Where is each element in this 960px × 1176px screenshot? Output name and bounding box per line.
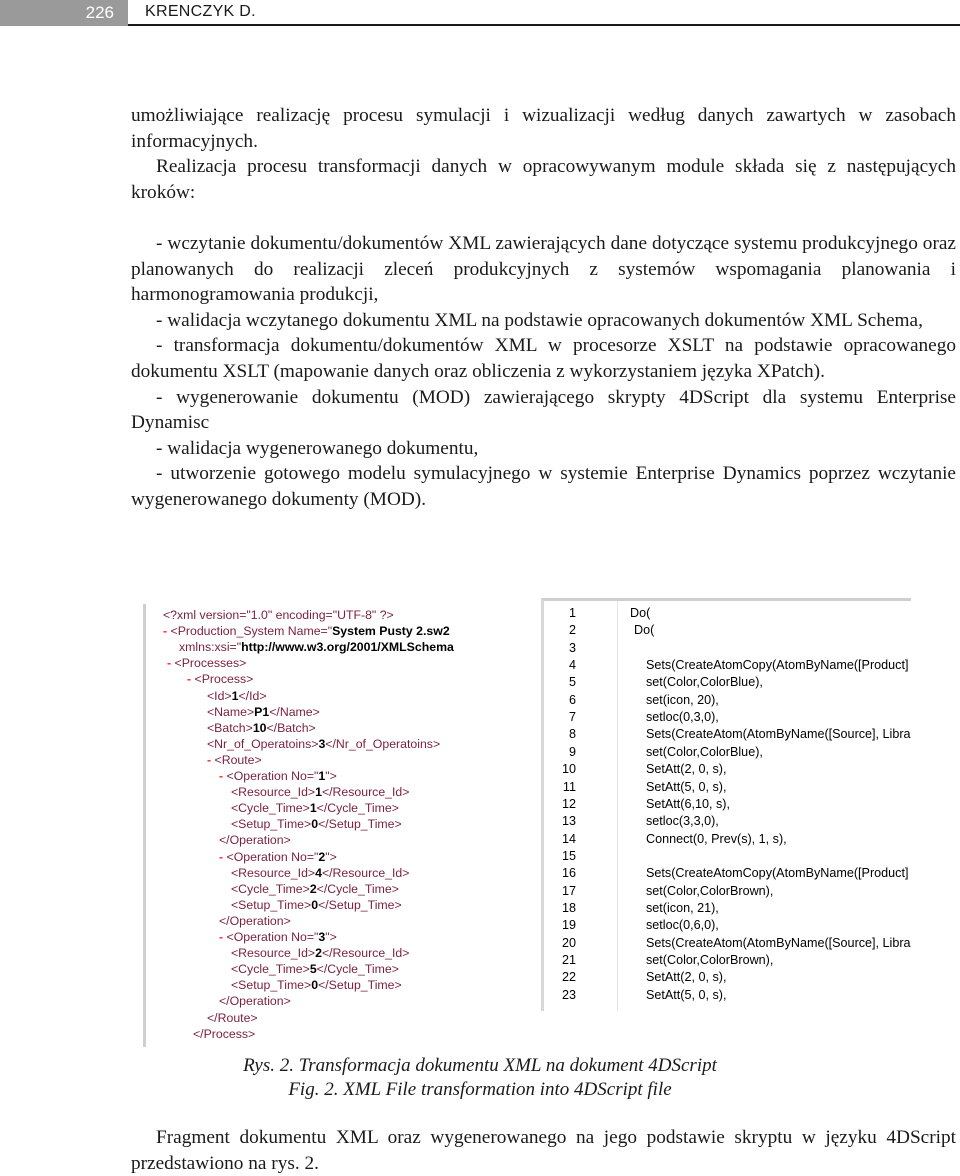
code-line: set(Color,ColorBlue), — [646, 675, 763, 690]
xml-value: http://www.w3.org/2001/XMLSchema — [241, 640, 454, 655]
xml-line — [219, 832, 291, 848]
line-number: 13 — [561, 814, 576, 829]
xml-tag: <Batch> — [207, 720, 253, 735]
code-line: Connect(0, Prev(s), 1, s), — [646, 831, 787, 846]
xml-line — [231, 816, 402, 832]
xml-line — [219, 993, 291, 1009]
collapse-toggle[interactable]: - — [207, 752, 215, 767]
collapse-toggle[interactable]: - — [163, 624, 171, 639]
xml-tag: <Nr_of_Operatoins> — [207, 736, 319, 751]
xml-document-view — [143, 604, 486, 1047]
xml-tag: "> — [325, 930, 337, 944]
code-line: set(Color,ColorBlue), — [646, 744, 763, 759]
xml-tag: </Resource_Id> — [321, 946, 410, 961]
xml-tag: </Cycle_Time> — [316, 962, 399, 977]
xml-line — [219, 913, 291, 929]
step-item: - transformacja dokumentu/dokumentów XML w procesorze XSLT na podstawie opracowanego dokumentu XSLT (mapowanie danych oraz obliczenia z wykorzystaniem języka XPatch). — [131, 335, 956, 382]
xml-tag: <?xml version="1.0" encoding="UTF-8" ?> — [163, 608, 394, 622]
collapse-toggle[interactable]: - — [219, 930, 227, 944]
xml-tag: <Processes> — [174, 656, 247, 671]
xml-tag: </Route> — [207, 1010, 258, 1025]
line-number: 17 — [561, 883, 576, 898]
xml-line — [207, 704, 320, 720]
line-number: 3 — [568, 640, 576, 655]
step-item: - wygenerowanie dokumentu (MOD) zawierającego skrypty 4DScript dla systemu Enterprise Dynamisc — [131, 386, 956, 434]
xml-tag: </Id> — [238, 688, 267, 703]
xml-value: 1 — [318, 769, 326, 783]
line-number: 14 — [561, 831, 576, 846]
code-line: Sets(CreateAtom(AtomByName([Source], Libra — [646, 935, 911, 950]
xml-line — [231, 784, 409, 800]
figure-caption-pl: Rys. 2. Transformacja dokumentu XML na dokument 4DScript — [243, 1055, 717, 1076]
line-number: 21 — [561, 953, 576, 967]
line-number: 15 — [561, 848, 576, 863]
line-number: 10 — [561, 762, 576, 777]
code-line: SetAtt(5, 0, s), — [646, 779, 727, 794]
line-number: 9 — [568, 744, 576, 759]
xml-tag: "> — [325, 849, 337, 864]
xml-value: 2 — [309, 881, 317, 896]
xml-tag: <Process> — [194, 672, 254, 687]
xml-line — [231, 945, 409, 961]
xml-value: 2 — [315, 946, 322, 961]
xml-line — [193, 1026, 255, 1042]
xml-value: System Pusty 2.sw2 — [332, 624, 450, 639]
xml-value: 0 — [311, 817, 319, 832]
code-line: set(Color,ColorBrown), — [646, 883, 774, 898]
xml-tag: "> — [325, 769, 337, 783]
closing-block — [131, 1125, 956, 1176]
code-line: Do( — [630, 606, 651, 620]
code-line: SetAtt(2, 0, s), — [646, 762, 727, 777]
xml-tag: </Setup_Time> — [318, 817, 402, 832]
xml-tag: <Id> — [207, 688, 232, 703]
header-rule — [128, 24, 960, 26]
xml-tag: <Name> — [207, 704, 255, 719]
xml-value: 2 — [318, 849, 326, 864]
xml-value: 1 — [315, 785, 322, 800]
xml-value: 1 — [309, 801, 317, 816]
xml-value: 0 — [311, 897, 319, 912]
xml-line — [163, 623, 450, 639]
xml-tag: <Cycle_Time> — [231, 881, 310, 896]
xml-line — [207, 736, 440, 752]
xml-tag: </Setup_Time> — [318, 897, 402, 912]
line-number: 6 — [568, 692, 576, 707]
xml-value: 10 — [252, 720, 267, 735]
xml-value: P1 — [254, 704, 270, 719]
code-line: Sets(CreateAtomCopy(AtomByName([Product] — [646, 866, 909, 881]
xml-line — [207, 720, 316, 736]
xml-value: 3 — [318, 930, 326, 944]
xml-line — [207, 752, 262, 768]
xml-tag: </Operation> — [219, 994, 291, 1009]
xml-tag: <Setup_Time> — [231, 897, 312, 912]
step-item: - walidacja wygenerowanego dokumentu, — [156, 437, 479, 459]
line-number: 16 — [561, 866, 576, 881]
paragraph-steps-intro: Realizacja procesu transformacji danych w opracowywanym module składa się z następujących kroków: — [131, 156, 956, 203]
xml-tag: </Name> — [269, 704, 320, 719]
line-number: 5 — [568, 675, 576, 690]
collapse-toggle[interactable]: - — [187, 672, 195, 687]
xml-line — [167, 655, 246, 671]
page-number: 226 — [0, 0, 128, 26]
xml-tag: </Cycle_Time> — [316, 881, 399, 896]
code-line: setloc(0,3,0), — [646, 710, 719, 725]
xml-line — [219, 929, 337, 945]
line-number: 12 — [561, 796, 576, 811]
code-line: set(icon, 21), — [646, 900, 719, 915]
line-number: 11 — [562, 779, 576, 794]
xml-tag: <Operation No=" — [226, 769, 319, 783]
figure-caption-en: Fig. 2. XML File transformation into 4DScript file — [288, 1079, 672, 1100]
collapse-toggle[interactable]: - — [167, 656, 175, 671]
xml-tag: <Resource_Id> — [231, 785, 316, 800]
xml-tag: </Resource_Id> — [321, 865, 410, 880]
xml-tag: </Setup_Time> — [318, 978, 402, 993]
xml-line — [187, 671, 253, 687]
code-line: SetAtt(5, 0, s), — [646, 987, 727, 1002]
xml-value: 4 — [315, 865, 322, 880]
xml-value: 5 — [309, 962, 317, 977]
xml-tag: </Batch> — [266, 720, 316, 735]
xml-tag: </Resource_Id> — [321, 785, 410, 800]
code-line: setloc(0,6,0), — [646, 918, 719, 933]
xml-tag: <Setup_Time> — [231, 978, 312, 993]
code-line: Sets(CreateAtomCopy(AtomByName([Product] — [646, 658, 909, 673]
xml-tag: <Production_System Name=" — [170, 624, 333, 639]
line-number: 1 — [568, 606, 576, 620]
code-line: SetAtt(2, 0, s), — [646, 970, 727, 985]
code-line: setloc(3,3,0), — [646, 814, 719, 829]
xml-tag: <Operation No=" — [226, 849, 319, 864]
xml-line — [163, 607, 394, 623]
xml-line — [231, 865, 409, 881]
xml-tag: </Cycle_Time> — [316, 801, 399, 816]
xml-tag: <Route> — [214, 752, 262, 767]
steps-list — [131, 231, 956, 513]
xml-line — [207, 1010, 258, 1026]
line-number: 18 — [561, 900, 576, 915]
line-number: 23 — [561, 987, 576, 1002]
xml-tag: <Setup_Time> — [231, 817, 312, 832]
xml-line — [219, 768, 337, 784]
xml-tag: xmlns:xsi=" — [179, 640, 242, 655]
code-line: SetAtt(6,10, s), — [646, 796, 730, 811]
code-line: set(Color,ColorBrown), — [646, 953, 774, 967]
xml-tag: <Cycle_Time> — [231, 962, 310, 977]
4dscript-editor-view — [541, 598, 911, 1011]
line-number-gutter — [544, 601, 619, 1011]
xml-line — [231, 977, 402, 993]
xml-line — [231, 881, 399, 897]
line-number: 4 — [568, 658, 576, 673]
xml-line — [207, 688, 267, 704]
xml-tag: <Cycle_Time> — [231, 801, 310, 816]
xml-value: 0 — [311, 978, 319, 993]
xml-tag: </Nr_of_Operatoins> — [325, 736, 441, 751]
xml-tag: <Resource_Id> — [231, 946, 316, 961]
xml-tag: </Operation> — [219, 833, 291, 848]
collapse-toggle[interactable]: - — [219, 849, 227, 864]
paragraph-closing: Fragment dokumentu XML oraz wygenerowanego na jego podstawie skryptu w języku 4DScript przedstawiono na rys. 2. — [131, 1127, 956, 1174]
line-number: 20 — [561, 935, 576, 950]
xml-line — [179, 639, 454, 655]
xml-line — [231, 800, 399, 816]
xml-line — [231, 897, 402, 913]
running-header-author: KRENCZYK D. — [145, 3, 256, 20]
xml-tag: <Operation No=" — [226, 930, 319, 944]
xml-line — [231, 961, 399, 977]
paragraph-intro: umożliwiające realizację procesu symulacji i wizualizacji według danych zawartych w zasobach informacyjnych. — [131, 105, 956, 152]
intro-block — [131, 103, 956, 205]
xml-value: 1 — [231, 688, 239, 703]
step-item: - utworzenie gotowego modelu symulacyjnego w systemie Enterprise Dynamics poprzez wczytanie wygenerowanego dokumenty (MOD). — [131, 463, 956, 510]
code-line: Do( — [634, 623, 655, 638]
code-line: set(icon, 20), — [646, 692, 719, 707]
xml-tag: </Process> — [193, 1026, 256, 1041]
line-number: 19 — [561, 918, 576, 933]
line-number: 7 — [568, 710, 576, 725]
xml-tag: </Operation> — [219, 913, 291, 928]
line-number: 8 — [568, 727, 576, 742]
line-number: 22 — [561, 970, 576, 985]
line-number: 2 — [568, 623, 576, 638]
xml-tag: <Resource_Id> — [231, 865, 316, 880]
xml-value: 3 — [318, 736, 326, 751]
step-item: - walidacja wczytanego dokumentu XML na podstawie opracowanych dokumentów XML Schema, — [156, 309, 923, 331]
code-line: Sets(CreateAtom(AtomByName([Source], Libra — [646, 727, 911, 742]
xml-line — [219, 849, 337, 865]
gutter-divider — [617, 601, 618, 1011]
collapse-toggle[interactable]: - — [219, 769, 227, 783]
step-item: - wczytanie dokumentu/dokumentów XML zawierających dane dotyczące systemu produkcyjnego oraz planowanych do realizacji zleceń produkcyjnych z systemów wspomagania planowania i harmonogramowania produkcji, — [131, 233, 956, 306]
